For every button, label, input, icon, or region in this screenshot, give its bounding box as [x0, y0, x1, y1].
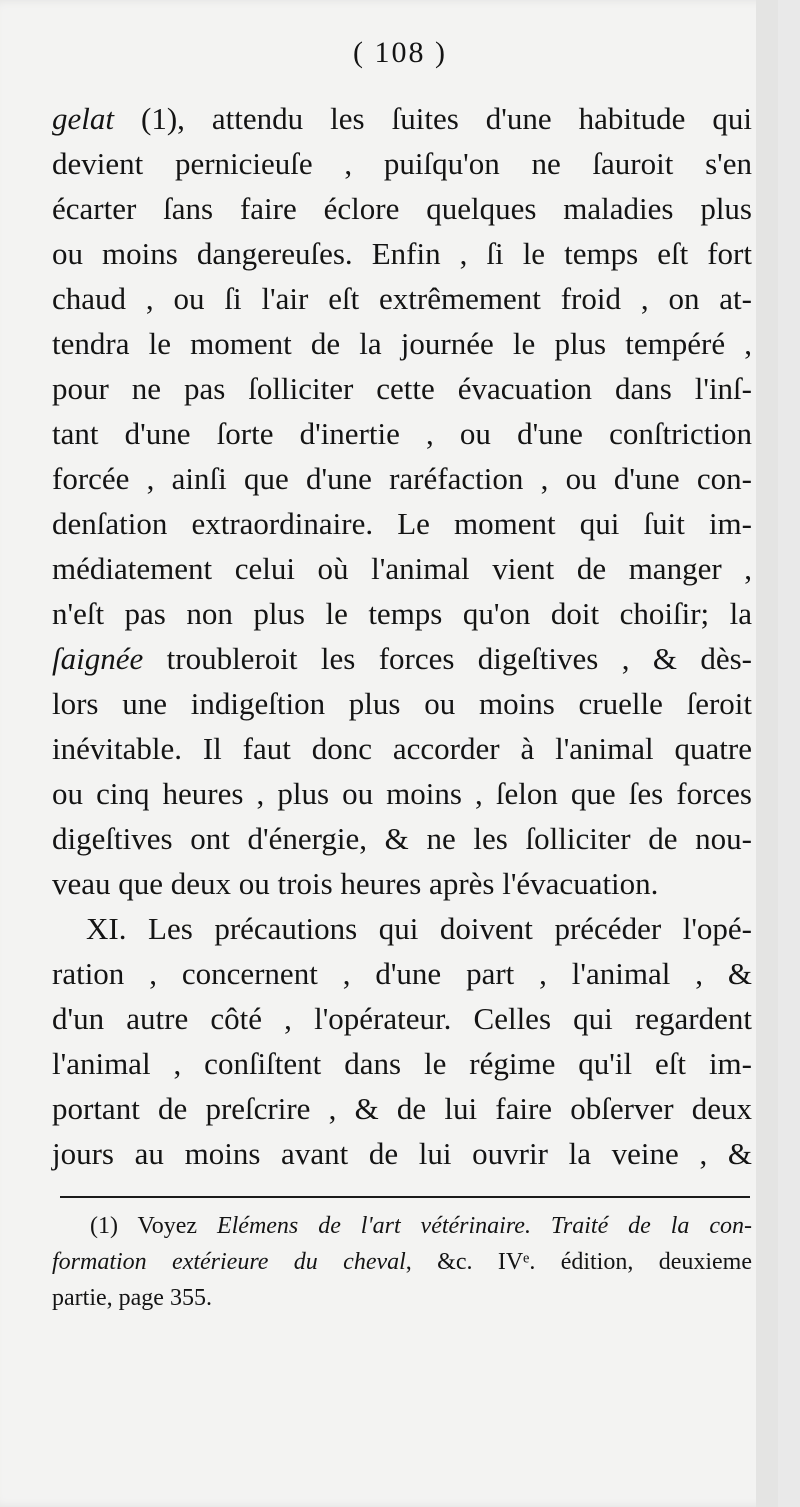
text-run: veau que deux ou trois heures après l'évacuation. [52, 866, 659, 901]
text-line [52, 681, 752, 726]
text-run: , &c. IVᵉ. édition, deuxieme [405, 1249, 753, 1275]
text-run: partie, page 355. [52, 1285, 212, 1311]
text-run: troubleroit les forces digeſtives , & dès- [143, 641, 752, 676]
text-line [52, 321, 752, 366]
text-line [52, 501, 752, 546]
text-line [52, 1131, 752, 1176]
text-run: XI. Les précautions qui doivent précéder l'opé- [86, 911, 752, 946]
italic-text: Elémens de l'art vétérinaire. Traité de la con- [216, 1213, 753, 1239]
text-run: jours au moins avant de lui ouvrir la veine , & [52, 1136, 752, 1171]
text-line [52, 726, 752, 771]
text-run: lors une indigeſtion plus ou moins cruelle ſeroit [52, 686, 752, 721]
text-line [52, 546, 752, 591]
text-run: n'eſt pas non plus le temps qu'on doit choiſir; la [52, 596, 752, 631]
text-line [52, 591, 752, 636]
text-run: inévitable. Il faut donc accorder à l'animal quatre [52, 731, 752, 766]
text-line [52, 231, 752, 276]
text-run: denſation extraordinaire. Le moment qui ſuit im- [52, 506, 752, 541]
text-run: pour ne pas ſolliciter cette évacuation dans l'inſ- [52, 371, 752, 406]
text-run: ration , concernent , d'une part , l'animal , & [52, 956, 752, 991]
text-run: médiatement celui où l'animal vient de manger , [52, 551, 752, 586]
footnote-line [52, 1280, 752, 1316]
footnote-line [52, 1208, 752, 1244]
text-line [52, 456, 752, 501]
text-line [52, 996, 752, 1041]
page-edge [756, 0, 778, 1507]
text-line [52, 1041, 752, 1086]
footnote-line [52, 1244, 752, 1280]
text-run: portant de preſcrire , & de lui faire obſerver deux [52, 1091, 752, 1126]
text-run: ou moins dangereuſes. Enfin , ſi le temps eſt fort [52, 236, 752, 271]
text-run: (1), attendu les ſuites d'une habitude qui [114, 101, 752, 136]
text-line [52, 816, 752, 861]
text-run: l'animal , conſiſtent dans le régime qu'il eſt im- [52, 1046, 752, 1081]
text-run: (1) Voyez [90, 1213, 217, 1239]
text-run: d'un autre côté , l'opérateur. Celles qui regardent [52, 1001, 752, 1036]
text-run: devient pernicieuſe , puiſqu'on ne ſauroit s'en [52, 146, 752, 181]
text-line [52, 186, 752, 231]
page-number: ( 108 ) [353, 36, 447, 69]
text-run: chaud , ou ſi l'air eſt extrêmement froid , on at- [52, 281, 752, 316]
text-line [52, 636, 752, 681]
text-run: tant d'une ſorte d'inertie , ou d'une conſtriction [52, 416, 752, 451]
text-line [52, 906, 752, 951]
text-line [52, 861, 752, 906]
text-run: tendra le moment de la journée le plus tempéré , [52, 326, 752, 361]
text-run: forcée , ainſi que d'une raréfaction , ou d'une con- [52, 461, 752, 496]
text-run: écarter ſans faire éclore quelques maladies plus [52, 191, 752, 226]
text-line [52, 1086, 752, 1131]
italic-text: gelat [52, 101, 114, 136]
body-text [52, 96, 752, 1176]
text-line [52, 411, 752, 456]
italic-text: ſaignée [52, 641, 144, 676]
text-line [52, 276, 752, 321]
text-line [52, 771, 752, 816]
footnote-rule [60, 1196, 750, 1198]
text-line [52, 366, 752, 411]
text-line [52, 96, 752, 141]
text-line [52, 951, 752, 996]
footnote [52, 1208, 752, 1316]
italic-text: formation extérieure du cheval [52, 1249, 406, 1275]
text-run: digeſtives ont d'énergie, & ne les ſolliciter de nou- [52, 821, 752, 856]
text-run: ou cinq heures , plus ou moins , ſelon que ſes forces [52, 776, 752, 811]
text-line [52, 141, 752, 186]
